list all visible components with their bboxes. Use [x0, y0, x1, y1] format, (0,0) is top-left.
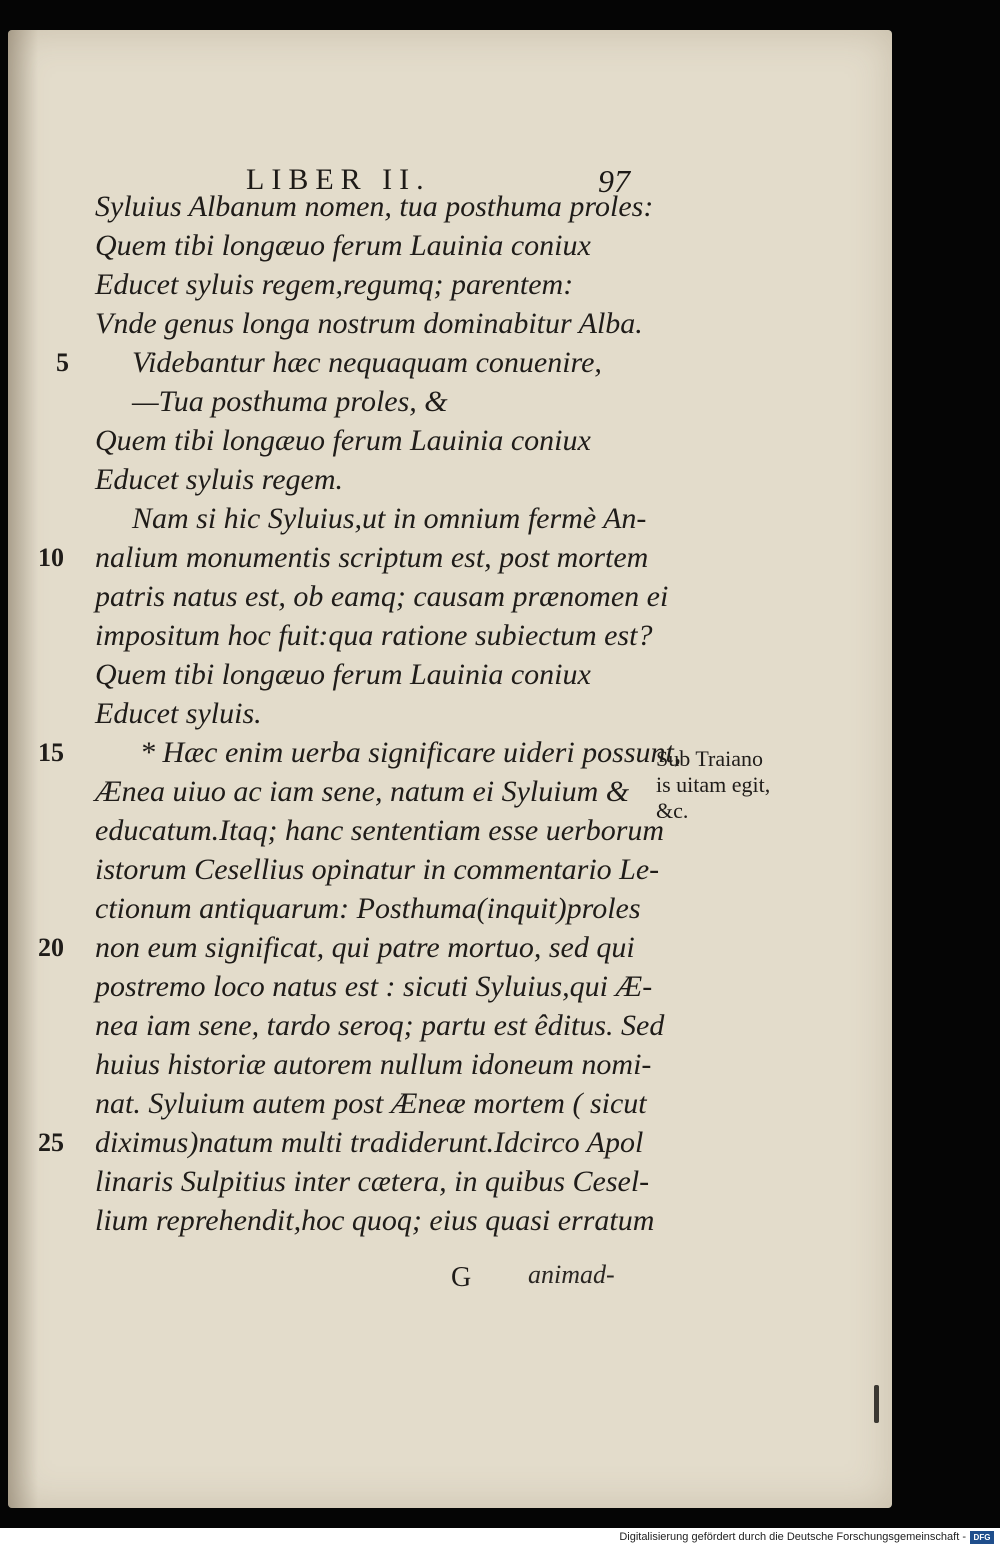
text-line: Vnde genus longa nostrum dominabitur Alba.	[95, 307, 643, 340]
text-line: istorum Cesellius opinatur in commentario Le-	[95, 853, 660, 886]
line-number: 20	[38, 933, 64, 962]
text-line: Quem tibi longæuo ferum Lauinia coniux	[95, 229, 591, 262]
edge-mark	[874, 1385, 879, 1423]
running-head: LIBER II.	[246, 163, 431, 196]
dfg-logo-icon[interactable]: DFG	[970, 1531, 994, 1544]
footer-credit: Digitalisierung gefördert durch die Deutsche Forschungsgemeinschaft -	[619, 1531, 966, 1543]
text-line: educatum.Itaq; hanc sententiam esse uerborum	[95, 814, 665, 847]
text-line: Educet syluis regem.	[95, 463, 343, 496]
margin-note-line: Sub Traiano	[656, 746, 763, 771]
text-line: non eum significat, qui patre mortuo, sed qui	[95, 931, 635, 964]
text-line: nalium monumentis scriptum est, post mortem	[95, 541, 649, 574]
text-line: Quem tibi longæuo ferum Lauinia coniux	[95, 658, 591, 691]
signature-mark: G	[451, 1262, 472, 1293]
margin-note-line: &c.	[656, 798, 689, 823]
line-number: 5	[56, 348, 69, 377]
text-line: Quem tibi longæuo ferum Lauinia coniux	[95, 424, 591, 457]
line-number: 25	[38, 1128, 64, 1157]
text-line: nea iam sene, tardo seroq; partu est êditus. Sed	[95, 1009, 665, 1042]
margin-note-line: is uitam egit,	[656, 772, 771, 797]
text-line: Educet syluis regem,regumq; parentem:	[95, 268, 574, 301]
text-line: Syluius Albanum nomen, tua posthuma proles:	[95, 190, 654, 223]
text-line: * Hæc enim uerba significare uideri possunt,	[140, 736, 682, 769]
text-line: patris natus est, ob eamq; causam prænomen ei	[95, 580, 669, 613]
line-number: 15	[38, 738, 64, 767]
text-line: Ænea uiuo ac iam sene, natum ei Syluium &	[95, 775, 630, 808]
text-line: —Tua posthuma proles, &	[132, 385, 448, 418]
text-line: ctionum antiquarum: Posthuma(inquit)proles	[95, 892, 641, 925]
page-number: 97	[598, 163, 630, 199]
book-page	[8, 30, 892, 1508]
catchword: animad-	[528, 1260, 615, 1289]
text-line: Educet syluis.	[95, 697, 262, 730]
text-line: postremo loco natus est : sicuti Syluius,qui Æ-	[95, 970, 653, 1003]
text-line: lium reprehendit,hoc quoq; eius quasi erratum	[95, 1204, 655, 1237]
text-line: nat. Syluium autem post Æneæ mortem ( sicut	[95, 1087, 647, 1120]
text-line: huius historiæ autorem nullum idoneum nomi-	[95, 1048, 652, 1081]
line-number: 10	[38, 543, 64, 572]
text-line: Videbantur hæc nequaquam conuenire,	[132, 346, 602, 379]
text-line: Nam si hic Syluius,ut in omnium fermè An-	[132, 502, 647, 535]
footer-bar	[0, 1528, 1000, 1547]
text-line: diximus)natum multi tradiderunt.Idcirco Apol	[95, 1126, 644, 1159]
text-line: linaris Sulpitius inter cætera, in quibus Cesel-	[95, 1165, 650, 1198]
text-line: impositum hoc fuit:qua ratione subiectum est?	[95, 619, 653, 652]
